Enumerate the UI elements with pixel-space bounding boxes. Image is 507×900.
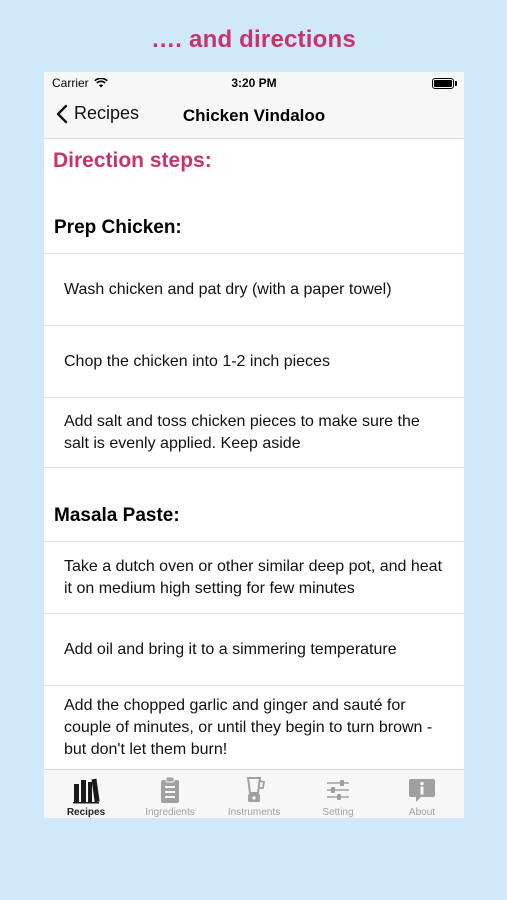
page-title: Chicken Vindaloo — [182, 106, 326, 125]
books-icon — [71, 776, 101, 804]
blender-icon — [239, 776, 269, 804]
section-title: Direction steps: — [53, 149, 212, 172]
directions-list[interactable] — [44, 139, 464, 769]
back-button-label: Recipes — [74, 103, 140, 123]
tab-label: Ingredients — [145, 807, 195, 818]
tab-about[interactable] — [380, 770, 464, 818]
tab-label: Setting — [322, 807, 354, 818]
navigation-bar — [44, 94, 464, 139]
sliders-icon — [323, 776, 353, 804]
direction-step[interactable] — [44, 325, 464, 397]
status-time: 3:20 PM — [231, 76, 277, 90]
clipboard-icon — [155, 776, 185, 804]
battery-icon — [432, 78, 454, 89]
step-text: Add oil and bring it to a simmering temperature — [64, 640, 397, 658]
direction-step[interactable] — [44, 253, 464, 325]
group-header-prep-chicken: Prep Chicken: — [54, 217, 182, 238]
tab-label: About — [408, 807, 436, 818]
tab-bar — [44, 769, 464, 818]
carrier-label: Carrier — [52, 76, 89, 90]
phone-screen — [44, 72, 464, 818]
tab-label: Instruments — [227, 807, 281, 818]
step-text: Take a dutch oven or other similar deep pot, and heat it on medium high setting for few minutes — [64, 557, 443, 597]
promo-banner-title: …. and directions — [151, 26, 356, 53]
direction-step[interactable] — [44, 397, 464, 468]
tab-recipes[interactable] — [44, 770, 128, 818]
tab-ingredients[interactable] — [128, 770, 212, 818]
tab-instruments[interactable] — [212, 770, 296, 818]
step-text: Add salt and toss chicken pieces to make sure the salt is evenly applied. Keep aside — [64, 412, 420, 452]
direction-step[interactable] — [44, 613, 464, 685]
info-bubble-icon — [407, 776, 437, 804]
direction-step[interactable] — [44, 541, 464, 613]
direction-step[interactable] — [44, 685, 464, 769]
tab-setting[interactable] — [296, 770, 380, 818]
step-text: Wash chicken and pat dry (with a paper towel) — [64, 280, 392, 298]
status-bar — [44, 72, 464, 94]
group-header-masala-paste: Masala Paste: — [54, 505, 180, 526]
tab-label: Recipes — [66, 807, 106, 818]
step-text: Chop the chicken into 1-2 inch pieces — [64, 352, 330, 370]
step-text: Add the chopped garlic and ginger and sauté for couple of minutes, or until they begin to turn brown - but don't let them burn! — [64, 696, 433, 758]
